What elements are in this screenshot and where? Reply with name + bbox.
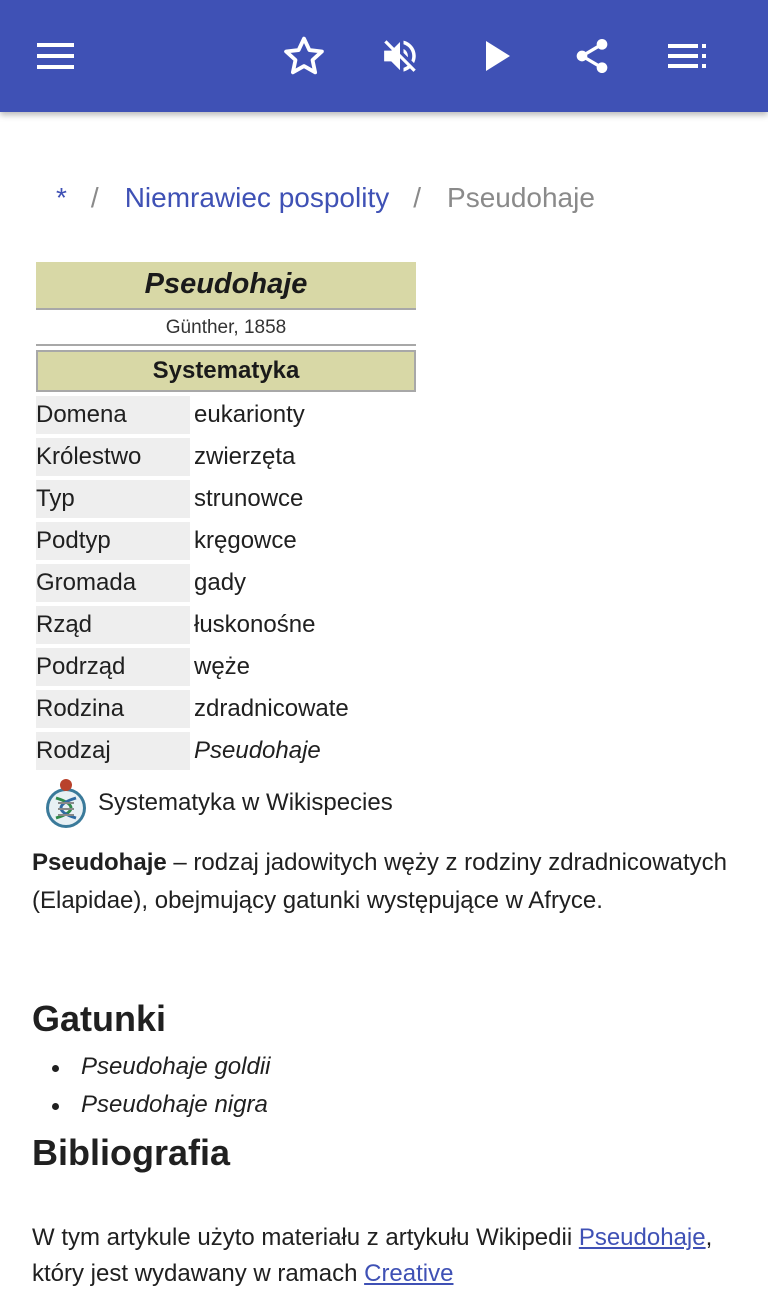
infobox-section-header: Systematyka [36, 350, 416, 392]
infobox-row-label: Rząd [36, 606, 190, 644]
list-item: Pseudohaje goldii [32, 1048, 270, 1086]
bibliography-paragraph [32, 1220, 732, 1292]
breadcrumb [56, 178, 595, 218]
intro-paragraph [32, 844, 732, 920]
infobox-row-label: Typ [36, 480, 190, 518]
breadcrumb-home-link[interactable]: * [56, 182, 67, 213]
wikispecies-label[interactable]: Systematyka w Wikispecies [98, 789, 393, 816]
infobox-row [36, 438, 416, 476]
infobox-row [36, 522, 416, 560]
list-item: Pseudohaje nigra [32, 1086, 270, 1124]
infobox-row-label: Królestwo [36, 438, 190, 476]
intro-term: Pseudohaje [32, 849, 167, 876]
breadcrumb-parent-link[interactable]: Niemrawiec pospolity [124, 182, 390, 213]
volume-off-icon[interactable] [374, 30, 426, 82]
infobox-author: Günther, 1858 [36, 310, 416, 346]
infobox-row [36, 648, 416, 686]
list-icon[interactable] [662, 30, 714, 82]
wikispecies-logo-icon [42, 778, 90, 828]
infobox-row-label: Rodzaj [36, 732, 190, 770]
infobox-title: Pseudohaje [36, 262, 416, 310]
species-list [32, 1048, 270, 1124]
bibliography-text: , który jest wydawany w ramach [32, 1224, 713, 1287]
infobox-row-label: Gromada [36, 564, 190, 602]
breadcrumb-current: Pseudohaje [447, 182, 595, 213]
infobox-row-value[interactable]: eukarionty [194, 401, 305, 428]
play-icon[interactable] [472, 30, 524, 82]
infobox-row-value[interactable]: węże [194, 653, 251, 680]
infobox-row [36, 396, 416, 434]
app-toolbar [0, 0, 768, 112]
license-link[interactable]: Creative [364, 1260, 454, 1287]
star-outline-icon[interactable] [278, 30, 330, 82]
infobox-row-value[interactable]: gady [194, 569, 247, 596]
infobox-row-label: Podtyp [36, 522, 190, 560]
infobox-row [36, 732, 416, 770]
infobox-row-value[interactable]: kręgowce [194, 527, 297, 554]
taxonomy-infobox [36, 262, 416, 770]
infobox-row-value[interactable]: zdradnicowate [194, 695, 349, 722]
infobox-row [36, 564, 416, 602]
species-heading: Gatunki [32, 998, 167, 1039]
share-icon[interactable] [566, 30, 618, 82]
infobox-row-value[interactable]: łuskonośne [194, 611, 316, 638]
breadcrumb-separator: / [90, 182, 99, 213]
hamburger-menu-icon[interactable] [30, 30, 82, 82]
article-link[interactable]: Pseudohaje [578, 1224, 706, 1251]
bibliography-heading: Bibliografia [32, 1132, 231, 1173]
infobox-row-value: Pseudohaje [194, 737, 321, 764]
infobox-row-label: Podrząd [36, 648, 190, 686]
infobox-row-value[interactable]: zwierzęta [194, 443, 296, 470]
intro-text: – rodzaj jadowitych węży z rodziny zdradnicowatych (Elapidae), obejmujący gatunki występujące w Afryce. [32, 849, 727, 914]
infobox-row-label: Rodzina [36, 690, 190, 728]
wikispecies-link[interactable] [42, 778, 393, 828]
infobox-row [36, 480, 416, 518]
breadcrumb-separator: / [413, 182, 422, 213]
bibliography-text: W tym artykule użyto materiału z artykułu Wikipedii [32, 1224, 579, 1251]
infobox-row [36, 690, 416, 728]
infobox-row [36, 606, 416, 644]
infobox-row-label: Domena [36, 396, 190, 434]
infobox-row-value[interactable]: strunowce [194, 485, 304, 512]
